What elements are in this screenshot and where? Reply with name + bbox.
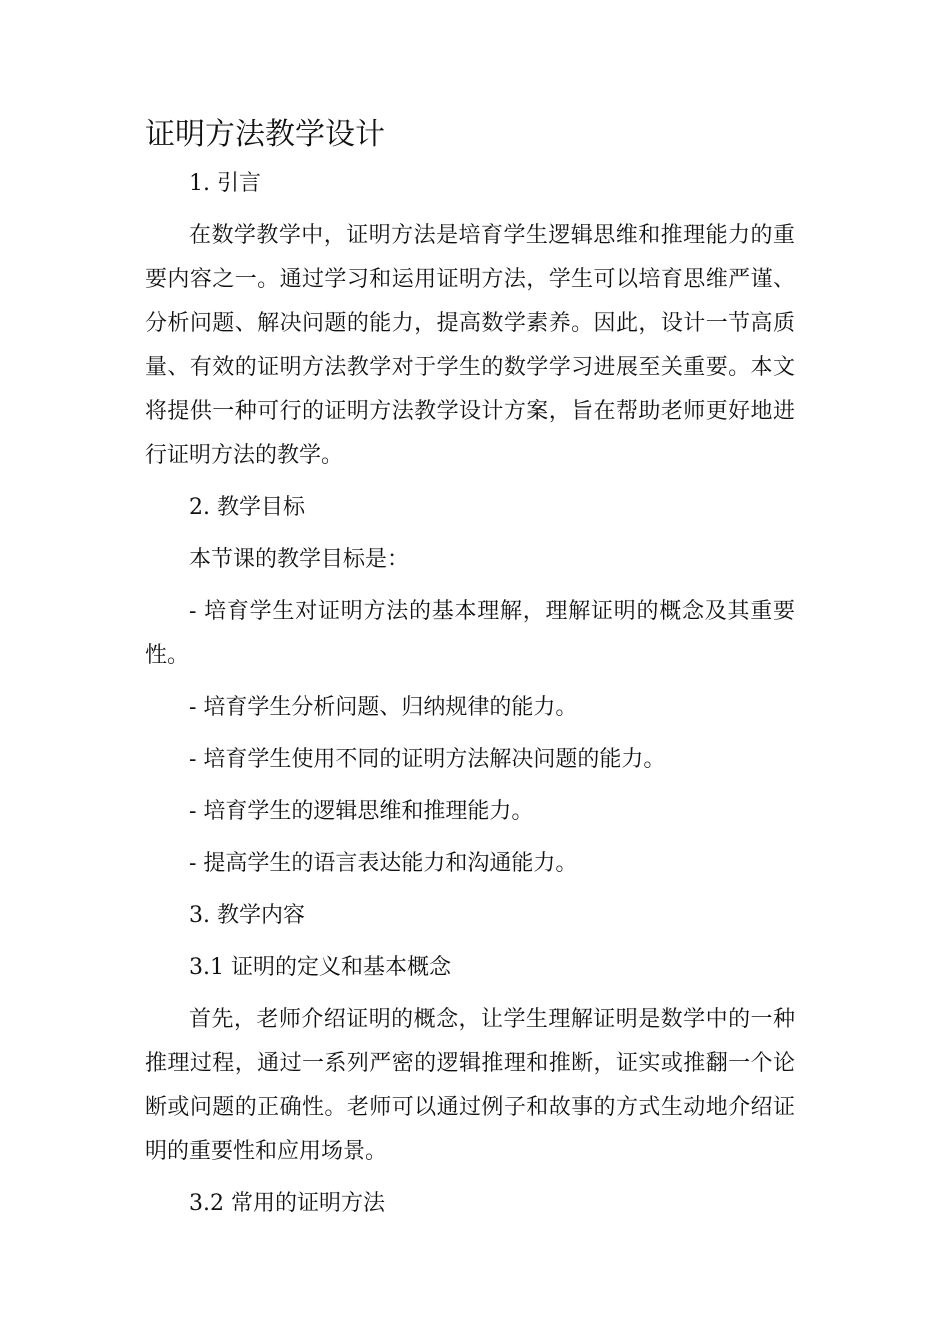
section-3-1-paragraph: 首先，老师介绍证明的概念，让学生理解证明是数学中的一种推理过程，通过一系列严密的逻辑推理和推断，证实或推翻一个论断或问题的正确性。老师可以通过例子和故事的方式生动地介绍证明的重要性和应用场景。: [145, 1007, 795, 1164]
goal-item: - 培育学生使用不同的证明方法解决问题的能力。: [189, 747, 666, 772]
document-body: [145, 162, 795, 1234]
section-2-heading: 2. 教学目标: [189, 495, 305, 520]
section-2-intro: 本节课的教学目标是：: [189, 547, 410, 572]
section-3-heading: 3. 教学内容: [189, 903, 305, 928]
document-title: 证明方法教学设计: [145, 117, 385, 152]
section-3-2-heading: 3.2 常用的证明方法: [189, 1191, 385, 1216]
goal-item: - 培育学生分析问题、归纳规律的能力。: [189, 695, 578, 720]
section-3-1-heading: 3.1 证明的定义和基本概念: [189, 955, 451, 980]
section-1-heading: 1. 引言: [189, 171, 261, 196]
section-1-paragraph: 在数学教学中，证明方法是培育学生逻辑思维和推理能力的重要内容之一。通过学习和运用证明方法，学生可以培育思维严谨、分析问题、解决问题的能力，提高数学素养。因此，设计一节高质量、有效的证明方法教学对于学生的数学学习进展至关重要。本文将提供一种可行的证明方法教学设计方案，旨在帮助老师更好地进行证明方法的教学。: [145, 223, 795, 468]
goal-item: - 培育学生对证明方法的基本理解，理解证明的概念及其重要性。: [145, 599, 795, 668]
goal-item: - 提高学生的语言表达能力和沟通能力。: [189, 851, 578, 876]
goal-item: - 培育学生的逻辑思维和推理能力。: [189, 799, 534, 824]
